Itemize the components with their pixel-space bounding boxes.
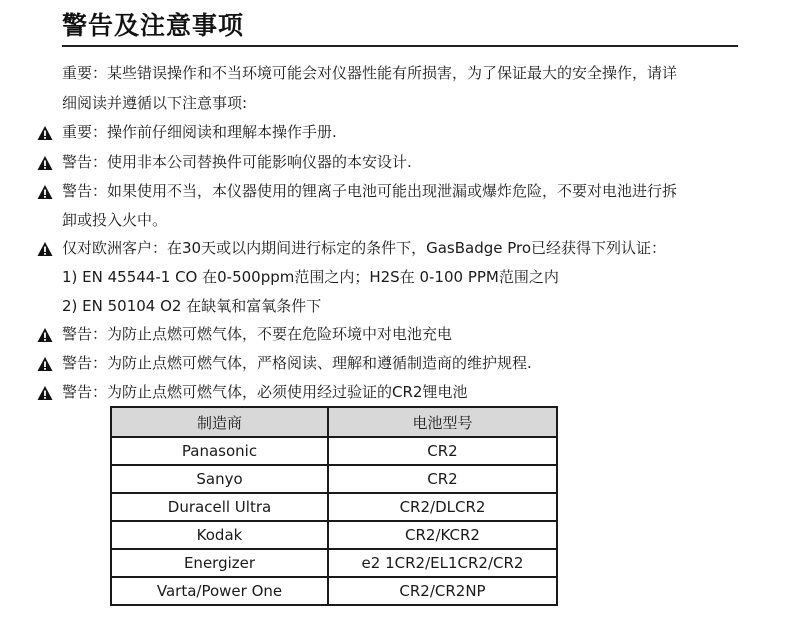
- notice-replacement-parts: 警告：使用非本公司替换件可能影响仪器的本安设计.: [62, 153, 412, 171]
- battery-model-cell: CR2: [328, 465, 557, 493]
- notice-maintenance: 警告：为防止点燃可燃气体，严格阅读、理解和遵循制造商的维护规程.: [62, 354, 532, 372]
- notice-battery-hazard-line-2: 卸或投入火中。: [62, 211, 168, 229]
- battery-model-cell: CR2: [328, 437, 557, 465]
- warning-triangle-icon: [37, 241, 53, 257]
- column-header-battery-model: 电池型号: [328, 407, 557, 437]
- notice-important-manual: 重要：操作前仔细阅读和理解本操作手册.: [62, 123, 337, 141]
- table-row: [111, 493, 557, 521]
- column-header-manufacturer: 制造商: [111, 407, 328, 437]
- table-row: [111, 437, 557, 465]
- battery-model-cell: CR2/CR2NP: [328, 577, 557, 605]
- warning-triangle-icon: [37, 327, 53, 343]
- warning-triangle-icon: [37, 155, 53, 171]
- warning-triangle-icon: [37, 184, 53, 200]
- battery-model-cell: CR2/KCR2: [328, 521, 557, 549]
- manufacturer-cell: Energizer: [111, 549, 328, 577]
- notice-eu-cert-item-1: 1) EN 45544-1 CO 在0-500ppm范围之内；H2S在 0-100 PPM范围之内: [62, 268, 559, 286]
- manufacturer-cell: Varta/Power One: [111, 577, 328, 605]
- manufacturer-cell: Panasonic: [111, 437, 328, 465]
- notice-cr2-battery: 警告：为防止点燃可燃气体，必须使用经过验证的CR2锂电池: [62, 383, 468, 401]
- manufacturer-cell: Kodak: [111, 521, 328, 549]
- warning-triangle-icon: [37, 356, 53, 372]
- intro-line-2: 细阅读并遵循以下注意事项:: [62, 94, 248, 112]
- page-title: 警告及注意事项: [62, 11, 245, 40]
- notice-no-charging: 警告：为防止点燃可燃气体，不要在危险环境中对电池充电: [62, 325, 453, 343]
- manufacturer-cell: Sanyo: [111, 465, 328, 493]
- battery-table: [110, 406, 558, 606]
- warning-triangle-icon: [37, 385, 53, 401]
- title-underline: [62, 45, 738, 47]
- manufacturer-cell: Duracell Ultra: [111, 493, 328, 521]
- table-row: [111, 577, 557, 605]
- notice-eu-certification: 仅对欧洲客户：在30天或以内期间进行标定的条件下，GasBadge Pro已经获得下列认证：: [62, 239, 667, 257]
- notice-eu-cert-item-2: 2) EN 50104 O2 在缺氧和富氧条件下: [62, 297, 322, 315]
- table-row: [111, 465, 557, 493]
- notice-battery-hazard-line-1: 警告：如果使用不当，本仪器使用的锂离子电池可能出现泄漏或爆炸危险，不要对电池进行拆: [62, 182, 678, 200]
- warning-triangle-icon: [37, 125, 53, 141]
- table-row: [111, 521, 557, 549]
- table-row: [111, 549, 557, 577]
- battery-model-cell: CR2/DLCR2: [328, 493, 557, 521]
- table-header-row: [111, 407, 557, 437]
- battery-model-cell: e2 1CR2/EL1CR2/CR2: [328, 549, 557, 577]
- intro-line-1: 重要：某些错误操作和不当环境可能会对仪器性能有所损害，为了保证最大的安全操作，请详: [62, 64, 678, 82]
